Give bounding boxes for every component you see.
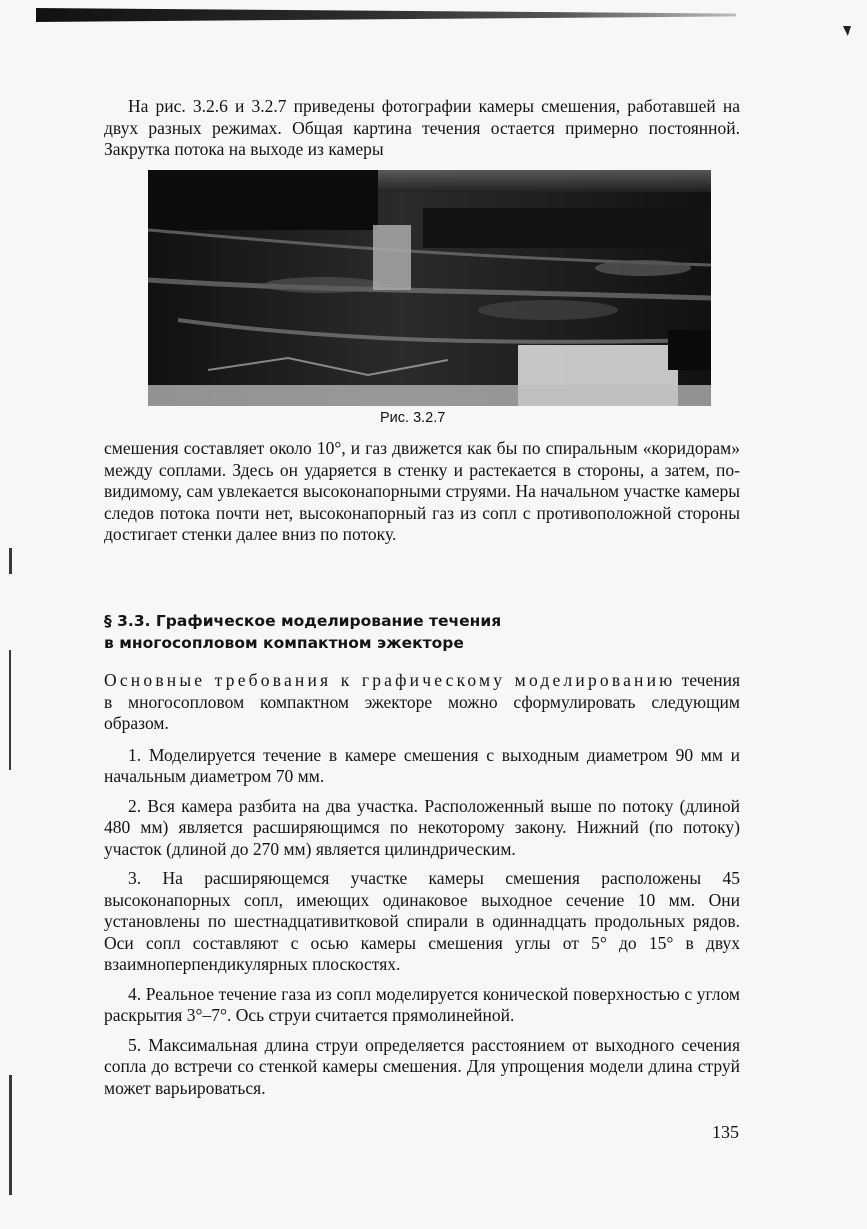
requirement-item: 2. Вся камера разбита на два участка. Расположенный выше по потоку (длиной 480 мм) является расширяющимся по некоторому закону. Нижний (по потоку) участок (длиной до 270 мм) является цилиндрическим.: [104, 795, 740, 859]
section-title-line-2: в многосопловом компактном эжекторе: [104, 634, 464, 652]
requirements-intro-rest: течения в многосопловом компактном эжекторе можно сформулировать следующим образом.: [104, 670, 741, 733]
photo-graphic: [148, 170, 711, 406]
scan-corner-mark: [843, 26, 851, 36]
intro-paragraph: На рис. 3.2.6 и 3.2.7 приведены фотографии камеры смешения, работавшей на двух разных режимах. Общая картина течения остается примерно постоянной. Закрутка потока на выходе из камеры: [104, 96, 740, 159]
figure-caption: Рис. 3.2.7: [380, 410, 446, 426]
scan-edge-bar: [36, 8, 736, 22]
intro-paragraph-block: [104, 96, 740, 161]
continued-paragraph-block: [104, 438, 740, 546]
requirement-item: 4. Реальное течение газа из сопл моделируется конической поверхностью с углом раскрытия 3°–7°. Ось струи считается прямолинейной.: [104, 983, 740, 1025]
requirements-intro-spaced: Основные требования к графическому моделированию: [104, 670, 676, 690]
scan-margin-line: [9, 1075, 12, 1195]
mixing-chamber-photo: [148, 170, 711, 406]
scan-margin-line: [9, 548, 12, 574]
section-heading: [104, 610, 664, 654]
page-number: 135: [712, 1122, 739, 1142]
requirement-item: 5. Максимальная длина струи определяется расстоянием от выходного сечения сопла до встречи со стенкой камеры смешения. Для упрощения модели длина струй может варьироваться.: [104, 1034, 740, 1098]
scan-margin-line: [9, 650, 11, 770]
continued-paragraph: смешения составляет около 10°, и газ движется как бы по спиральным «коридорам» между соплами. Здесь он ударяется в стенку и растекается в стороны, а затем, по-видимому, сам увлекается высоконапорными струями. На начальном участке камеры следов потока почти нет, высоконапорный газ из сопл с противоположной стороны достигает стенки далее вниз по потоку.: [104, 438, 740, 544]
section-title-line-1: § 3.3. Графическое моделирование течения: [104, 612, 502, 630]
requirements-intro: [104, 670, 740, 735]
requirement-item: 3. На расширяющемся участке камеры смешения расположены 45 высоконапорных сопл, имеющих одинаковое выходное сечение 10 мм. Они установлены по шестнадцативитковой спирали в одиннадцать продольных рядов. Оси сопл составляют с осью камеры смешения углы от 5° до 15° в двух взаимноперпендикулярных плоскостях.: [104, 868, 740, 974]
requirement-item: 1. Моделируется течение в камере смешения с выходным диаметром 90 мм и начальным диаметром 70 мм.: [104, 744, 740, 786]
requirements-block: [104, 670, 740, 1107]
